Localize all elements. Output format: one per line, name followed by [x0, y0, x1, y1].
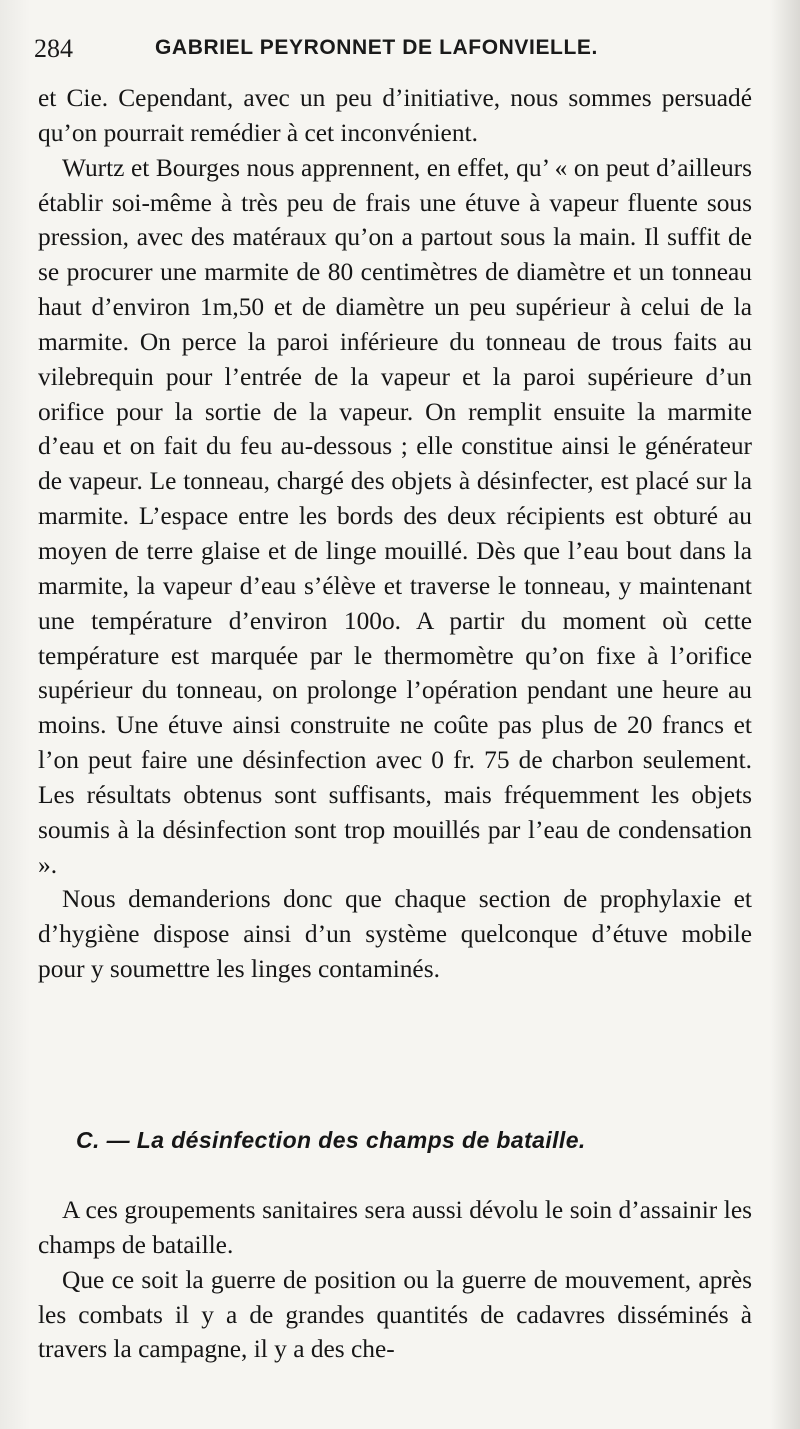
paragraph-section-intro: A ces groupements sanitaires sera aussi dévolu le soin d’assainir les champs de bataille. — [38, 1196, 752, 1259]
paragraph-conclusion: Nous demanderions donc que chaque section de prophylaxie et d’hygiène dispose ainsi d’un système quelconque d’étuve mobile pour y soumettre les linges contaminés. — [38, 885, 752, 984]
paragraph-quotation: Wurtz et Bourges nous apprennent, en effet, qu’ « on peut d’ailleurs établir soi-même à très peu de frais une étuve à vapeur fluente sous pression, avec des matéraux qu’on a partout sous la main. Il suffit de se procurer une marmite de 80 centimètres de diamètre et un tonneau haut d’environ 1m,50 et de diamètre un peu supérieur à celui de la marmite. On perce la paroi inférieure du tonneau de trous faits au vilebrequin pour l’entrée de la vapeur et la paroi supérieure d’un orifice pour la sortie de la vapeur. On remplit ensuite la marmite d’eau et on fait du feu au-dessous ; elle constitue ainsi le générateur de vapeur. Le tonneau, chargé des objets à désinfecter, est placé sur la marmite. L’espace entre les bords des deux récipients est obturé au moyen de terre glaise et de linge mouillé. Dès que l’eau bout dans la marmite, la vapeur d’eau s’élève et traverse le tonneau, y maintenant une température d’environ 100o. A partir du moment où cette température est marquée par le thermomètre qu’on fixe à l’orifice supérieur du tonneau, on prolonge l’opération pendant une heure au moins. Une étuve ainsi construite ne coûte pas plus de 20 francs et l’on peut faire une désinfection avec 0 fr. 75 de charbon seulement. Les résultats obtenus sont suffisants, mais fréquemment les objets soumis à la désinfection sont trop mouillés par l’eau de condensation ». — [38, 153, 752, 879]
section-heading: C. — La désinfection des champs de bataille. — [76, 1127, 586, 1153]
running-head: GABRIEL PEYRONNET DE LAFONVIELLE. — [155, 36, 598, 59]
paragraph-continuation: et Cie. Cependant, avec un peu d’initiative, nous sommes persuadé qu’on pourrait remédier à cet inconvénient. — [38, 84, 752, 147]
paragraph-section-continuation: Que ce soit la guerre de position ou la guerre de mouvement, après les combats il y a de grandes quantités de cadavres disséminés à travers la campagne, il y a des che- — [38, 1265, 752, 1364]
body-text — [38, 81, 752, 987]
page-number: 284 — [34, 34, 73, 63]
page-header — [34, 34, 754, 64]
section-body-text — [38, 1193, 752, 1367]
